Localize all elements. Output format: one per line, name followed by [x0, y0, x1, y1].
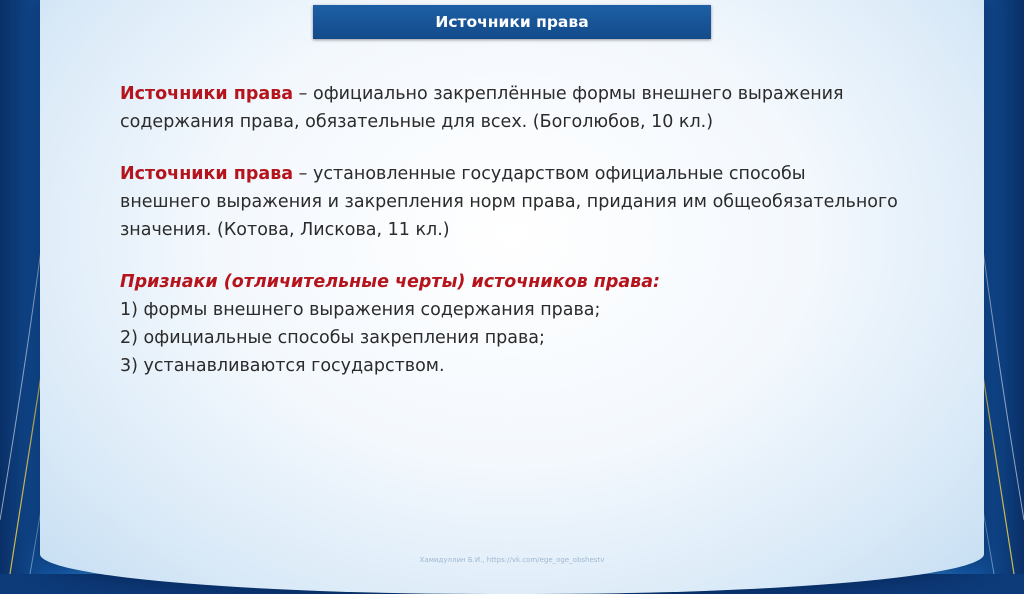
definition-1 [120, 80, 900, 136]
slide-title: Источники права [313, 5, 711, 39]
definition-1-term: Источники права [120, 84, 294, 104]
features-block [120, 268, 900, 380]
feature-item: 1) формы внешнего выражения содержания права; [120, 300, 601, 320]
definition-2-text: – установленные государством официальные способы внешнего выражения и закрепления норм права, придания им общеобязательного значения. (Котова, Лискова, 11 кл.) [120, 164, 898, 240]
definition-1-text: – официально закреплённые формы внешнего выражения содержания права, обязательные для всех. (Боголюбов, 10 кл.) [120, 84, 844, 132]
features-heading: Признаки (отличительные черты) источников права: [120, 272, 661, 292]
footer-credit: Хамидуллин Б.И., https://vk.com/ege_oge_obshestv [419, 556, 605, 564]
definition-2-term: Источники права [120, 164, 294, 184]
definition-2 [120, 160, 900, 244]
feature-item: 3) устанавливаются государством. [120, 356, 445, 376]
feature-item: 2) официальные способы закрепления права; [120, 328, 545, 348]
slide-content [120, 80, 900, 380]
features-list [120, 296, 900, 380]
